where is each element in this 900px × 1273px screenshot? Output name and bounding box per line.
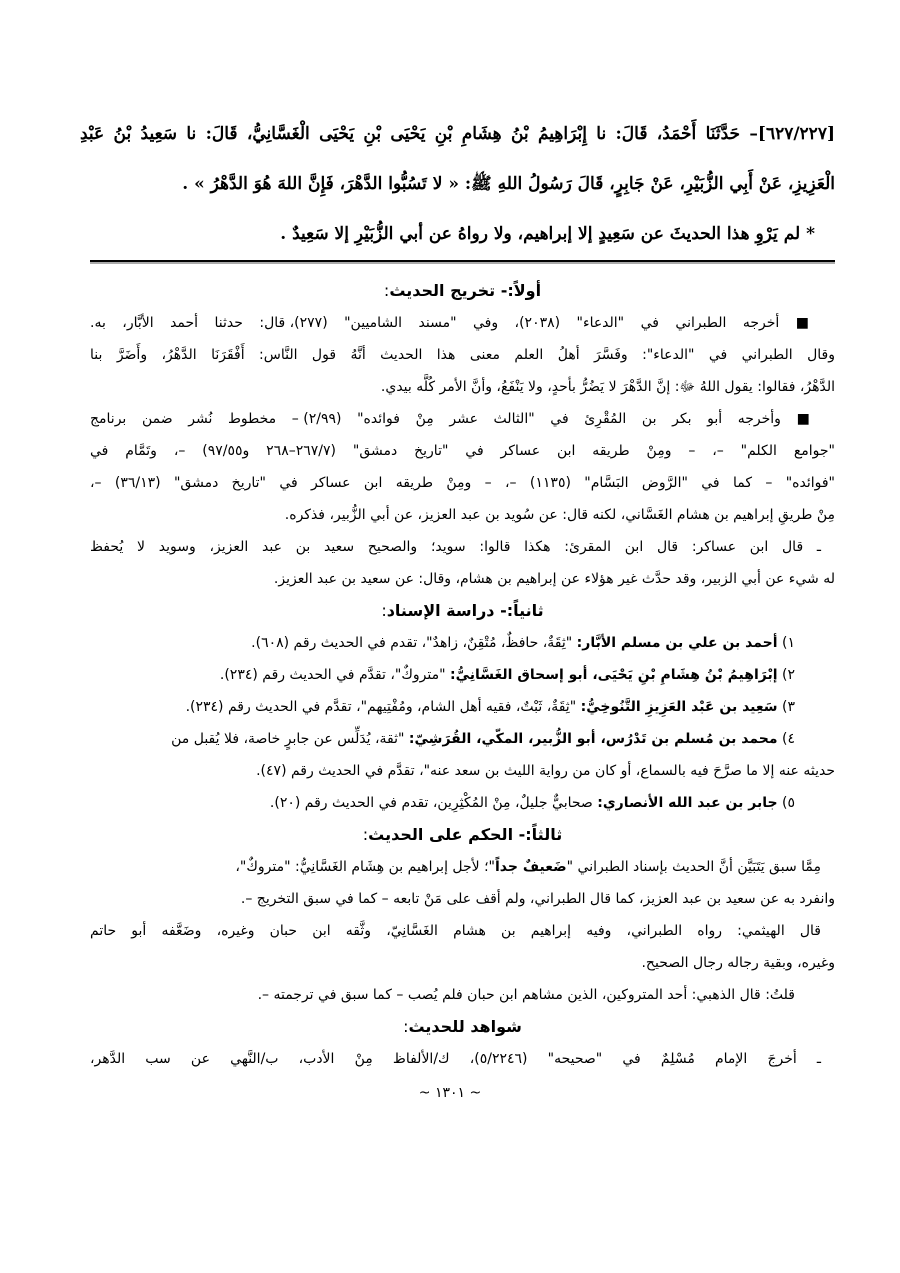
narrator-name: محمد بن مُسلم بن تَدْرُس، أبو الزُّبير، المكّي، القُرَشِيّ: (408, 731, 778, 747)
hadith-note: * لم يَرْوِ هذا الحديثَ عن سَعِيدٍ إلا إبراهيم، ولا رواهُ عن أبي الزُّبَيْرِ إلا سَعِيدٌ . (280, 224, 815, 244)
paragraph-line: ■ وأخرجه أبو بكر بن المُقْرِئ في "الثالث عشر مِنْ فوائده" (٢/٩٩) – مخطوط نُشر ضمن برنامج (90, 411, 821, 427)
hadith-line: [٦٢٧/٢٢٧]– حَدَّثَنَا أَحْمَدُ، قَالَ: نا إِبْرَاهِيمُ بْنُ هِشَامِ بْنِ يَحْيَى بْنِ يَحْيَى الْغَسَّانِيُّ، قَالَ: نا سَعِيدُ بْنُ عَبْدِ (80, 124, 835, 144)
narrator-grade: "ثقة، يُدَلِّس عن جابرٍ خاصة، فلا يُقبل من (171, 731, 409, 747)
narrator-grade: "ثِقَةٌ، حافظٌ، مُتْقِنٌ، زاهدٌ"، تقدم في الحديث رقم (٦٠٨). (251, 635, 577, 651)
separator-rule (90, 260, 835, 264)
text-segment: "؛ لأجل إبراهيم بن هِشَام الغَسَّانِيُّ: "متروكٌ"، (235, 859, 495, 875)
heading-colon: : (381, 601, 387, 620)
heading-colon: : (362, 825, 369, 844)
paragraph-line: وانفرد به عن سعيد بن عبد العزيز، كما قال الطبراني، ولم أقف على مَنْ تابعه – كما في سبق التخريج –. (240, 891, 835, 907)
page-number: ~ ١٣٠١ ~ (418, 1085, 482, 1101)
narrator-name: إبْرَاهِيمُ بْنُ هِشَامِ بْنِ يَحْيَى، أبو إسحاق الغَسَّانِيُّ: (449, 667, 778, 683)
narrator-name: جابر بن عبد الله الأنصاري: (597, 795, 778, 811)
narrator-item (90, 691, 835, 723)
item-number: ٢) (782, 667, 795, 683)
paragraph-line: "جوامع الكلم" –، – ومِنْ طريقه ابن عساكر في "تاريخ دمشق" (٢٦٧/٧–٢٦٨ و٩٧/٥٥) –، وتَمَّام في (90, 443, 835, 459)
paragraph-line: ـ أخرجَ الإمام مُسْلِمٌ في "صحيحه" (٥/٢٢٤٦)، ك/الألفاظ مِنْ الأدب، ب/النَّهي عن سب الدَّهر، (90, 1051, 822, 1067)
paragraph-line: مِنْ طريقِ إبراهيم بن هشام الغَسَّاني، لكنه قال: عن سُويد بن عبد العزيز، عن أبي الزُّبير، فذكره. (284, 507, 835, 523)
text-segment: مِمَّا سبق يَتَبَيَّن أنَّ الحديث بإسناد الطبراني " (566, 859, 821, 875)
narrator-grade: صحابيٌّ جليلٌ، مِنْ المُكْثِرِين، تقدم في الحديث رقم (٢٠). (269, 795, 598, 811)
item-number: ٥) (782, 795, 795, 811)
hadith-block (80, 112, 835, 262)
narrator-grade: "ثِقَةٌ، ثَبْتٌ، فقيه أهل الشام، ومُفْتِيهم"، تقدَّم في الحديث رقم (٢٣٤). (185, 699, 581, 715)
section-heading-isnad (90, 595, 835, 627)
paragraph-line: قال الهيثمي: رواه الطبراني، وفيه إبراهيم بن هشام الغَسَّانِيّ، وثَّقه ابن حبان وغيره، وضَعَّفه أبو حاتم (90, 923, 821, 939)
heading-text: أولاً:- تخريج الحديث (389, 281, 542, 300)
paragraph-line: ـ قال ابن عساكر: قال ابن المقرئ: هكذا قالوا: سويد؛ والصحيح سعيد بن عبد العزيز، وسويد لا يُحفظ (90, 539, 821, 555)
narrator-grade: "متروكٌ"، تقدَّم في الحديث رقم (٢٣٤). (219, 667, 450, 683)
paragraph-line: قلتُ: قال الذهبي: أحد المتروكين، الذين مشاهم ابن حبان فلم يُصب – كما سبق في ترجمته –. (257, 987, 795, 1003)
paragraph-line: وقال الطبراني في "الدعاء": وفَسَّرَ أهلُ العلم معنى هذا الحديث أنَّهُ قول النَّاس: أَفْقَرَنَا الدَّهْرُ، وأَضَرَّ بنا (90, 347, 835, 363)
item-number: ٤) (782, 731, 795, 747)
paragraph-line: الدَّهْرُ، فقالوا: يقول اللهُ ﷻ: إنَّ الدَّهْرَ لا يَضُرُّ بأحدٍ، ولا يَنْفَعُ، وأنَّ الأمر كُلَّه بيدي. (380, 379, 835, 395)
heading-text: ثالثاً:- الحكم على الحديث (368, 825, 563, 844)
heading-text: ثانياً:- دراسة الإسناد (386, 601, 544, 620)
section-heading-ruling (90, 819, 835, 851)
narrator-name: أحمد بن علي بن مسلم الأبَّار: (576, 635, 778, 651)
paragraph-line: "فوائده" – كما في "الرَّوض البَسَّام" (١١٣٥) –، – ومِنْ طريقه ابن عساكر في "تاريخ دمشق" (٣٦/١٣) –، (90, 475, 835, 491)
narrator-name: سَعِيد بن عَبْد العَزِيزِ التَّنُوخِيُّ: (580, 699, 778, 715)
narrator-item (90, 659, 835, 691)
ruling-grade: ضَعيفٌ جداً (495, 859, 567, 875)
narrator-item (90, 627, 835, 659)
item-number: ٣) (782, 699, 795, 715)
heading-colon: : (383, 281, 390, 300)
heading-text: شواهد للحديث (408, 1017, 522, 1036)
paragraph-line: له شيء عن أبي الزبير، وقد حدَّث غير هؤلاء عن إبراهيم بن هشام، وقال: عن سعيد بن عبد العزيز. (273, 571, 835, 587)
heading-colon: : (403, 1017, 409, 1036)
section-heading-takhrij (90, 275, 835, 307)
hadith-line: الْعَزِيزِ، عَنْ أَبِي الزُّبَيْرِ، عَنْ جَابِرٍ، قَالَ رَسُولُ اللهِ ﷺ: « لا تَسُبُّوا الدَّهْرَ، فَإِنَّ اللهَ هُوَ الدَّهْرُ » . (182, 174, 835, 194)
narrator-item (90, 723, 835, 755)
commentary (90, 275, 835, 1075)
section-heading-shawahid (90, 1011, 835, 1043)
paragraph-line: وغيره، وبقية رجاله رجال الصحيح. (641, 955, 835, 971)
paragraph-line: حديثه عنه إلا ما صرَّحَ فيه بالسماع، أو كان من رواية الليث بن سعد عنه"، تقدَّم في الحديث رقم (٤٧). (256, 763, 835, 779)
paragraph-line (90, 851, 835, 883)
paragraph-line: ■ أخرجه الطبراني في "الدعاء" (٢٠٣٨)، وفي "مسند الشاميين" (٢٧٧)، قال: حدثنا أحمد الأبَّار، به. (90, 315, 822, 331)
item-number: ١) (782, 635, 795, 651)
narrator-item (90, 787, 835, 819)
